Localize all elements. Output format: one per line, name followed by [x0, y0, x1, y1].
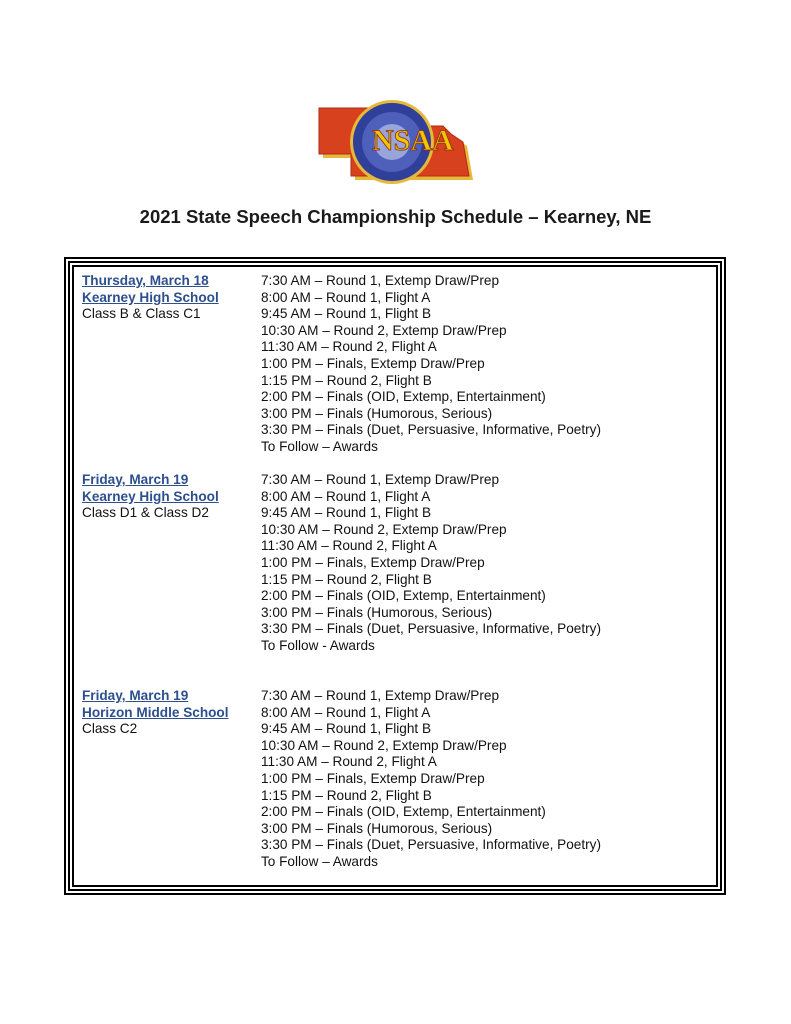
schedule-item: 11:30 AM – Round 2, Flight A — [261, 754, 437, 770]
section-date: Friday, March 19 — [82, 472, 189, 487]
schedule-item: 2:00 PM – Finals (OID, Extemp, Entertainment) — [261, 804, 546, 820]
schedule-item: 2:00 PM – Finals (OID, Extemp, Entertainment) — [261, 389, 546, 405]
schedule-item: 1:15 PM – Round 2, Flight B — [261, 571, 432, 587]
section-info — [82, 273, 260, 323]
schedule-item: 1:00 PM – Finals, Extemp Draw/Prep — [261, 355, 485, 371]
section-venue: Kearney High School — [82, 488, 219, 504]
section-venue: Kearney High School — [82, 289, 219, 305]
schedule-item: 1:00 PM – Finals, Extemp Draw/Prep — [261, 554, 485, 570]
schedule-item: 10:30 AM – Round 2, Extemp Draw/Prep — [261, 521, 507, 537]
section-venue: Horizon Middle School — [82, 704, 229, 720]
logo-letters: NSAA — [372, 124, 454, 157]
schedule-item: 11:30 AM – Round 2, Flight A — [261, 538, 437, 554]
schedule-item: To Follow - Awards — [261, 637, 375, 653]
section-classes: Class B & Class C1 — [82, 306, 201, 322]
schedule-item: To Follow – Awards — [261, 438, 378, 454]
schedule-item: 9:45 AM – Round 1, Flight B — [261, 721, 432, 737]
schedule-item: 9:45 AM – Round 1, Flight B — [261, 306, 432, 322]
schedule-item: 2:00 PM – Finals (OID, Extemp, Entertainment) — [261, 588, 546, 604]
section-date: Thursday, March 18 — [82, 273, 209, 288]
schedule-item: 8:00 AM – Round 1, Flight A — [261, 704, 431, 720]
section-classes: Class D1 & Class D2 — [82, 505, 209, 521]
page-title: 2021 State Speech Championship Schedule – Kearney, NE — [139, 206, 652, 227]
section-date: Friday, March 19 — [82, 688, 189, 703]
schedule-item: 1:15 PM – Round 2, Flight B — [261, 787, 432, 803]
schedule-item: 8:00 AM – Round 1, Flight A — [261, 488, 431, 504]
section-classes: Class C2 — [82, 721, 138, 737]
schedule-item: 3:30 PM – Finals (Duet, Persuasive, Informative, Poetry) — [261, 837, 601, 853]
schedule-item: To Follow – Awards — [261, 853, 378, 869]
schedule-item: 9:45 AM – Round 1, Flight B — [261, 505, 432, 521]
nsaa-logo — [315, 94, 475, 190]
schedule-list — [261, 472, 711, 655]
schedule-item: 11:30 AM – Round 2, Flight A — [261, 339, 437, 355]
nebraska-logo-graphic — [315, 94, 475, 190]
schedule-item: 3:00 PM – Finals (Humorous, Serious) — [261, 604, 493, 620]
schedule-item: 7:30 AM – Round 1, Extemp Draw/Prep — [261, 472, 500, 487]
schedule-item: 1:00 PM – Finals, Extemp Draw/Prep — [261, 770, 485, 786]
schedule-item: 1:15 PM – Round 2, Flight B — [261, 372, 432, 388]
schedule-item: 8:00 AM – Round 1, Flight A — [261, 289, 431, 305]
schedule-item: 7:30 AM – Round 1, Extemp Draw/Prep — [261, 688, 500, 703]
schedule-item: 3:00 PM – Finals (Humorous, Serious) — [261, 820, 493, 836]
schedule-item: 3:30 PM – Finals (Duet, Persuasive, Informative, Poetry) — [261, 621, 601, 637]
schedule-item: 3:00 PM – Finals (Humorous, Serious) — [261, 405, 493, 421]
schedule-list — [261, 273, 711, 456]
schedule-list — [261, 688, 711, 871]
section-info — [82, 688, 260, 738]
schedule-item: 3:30 PM – Finals (Duet, Persuasive, Informative, Poetry) — [261, 422, 601, 438]
section-info — [82, 472, 260, 522]
schedule-item: 10:30 AM – Round 2, Extemp Draw/Prep — [261, 737, 507, 753]
schedule-item: 7:30 AM – Round 1, Extemp Draw/Prep — [261, 273, 500, 288]
schedule-item: 10:30 AM – Round 2, Extemp Draw/Prep — [261, 322, 507, 338]
